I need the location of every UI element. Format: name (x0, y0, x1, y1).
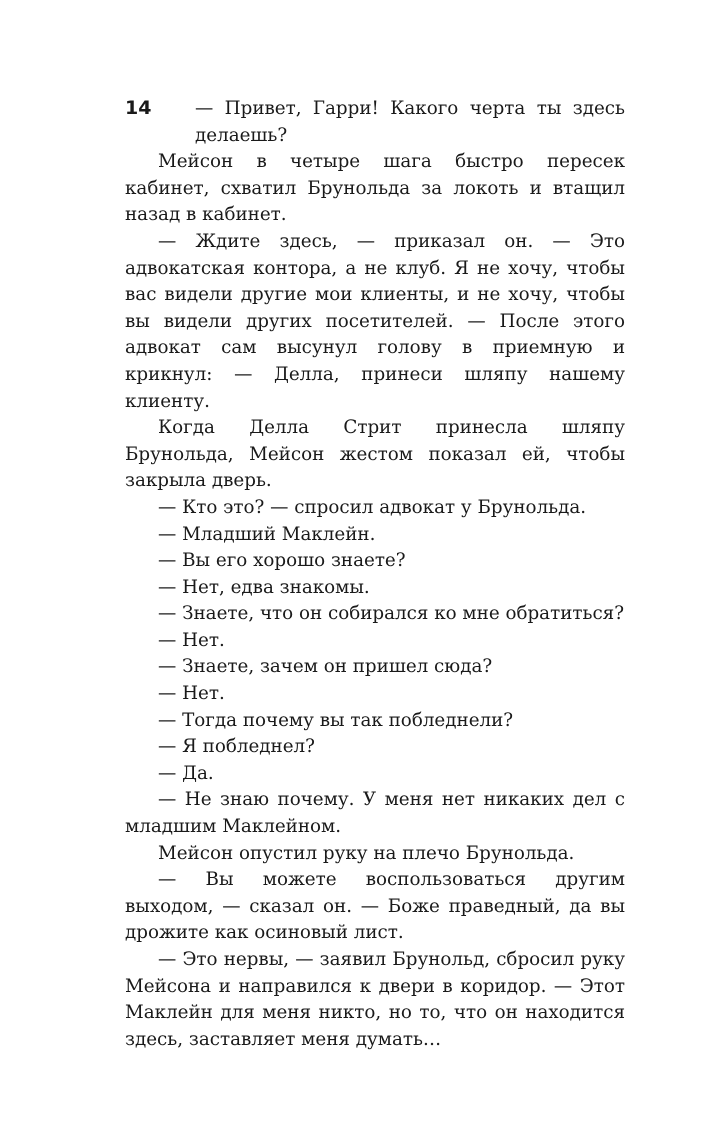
paragraph-7: — Вы его хорошо знаете? (158, 550, 406, 572)
paragraph-1: — Привет, Гарри! Какого черта ты здесь делаешь? (195, 98, 625, 146)
paragraph-3: — Ждите здесь, — приказал он. — Это адвокатская контора, а не клуб. Я не хочу, чтобы вас видели другие мои клиенты, и не хочу, чтобы вы видели других посетителей. — После этого адвокат сам высунул голову в приемную и крикнул: — Делла, принеси шляпу нашему клиенту. (125, 230, 625, 412)
paragraph-12: — Нет. (158, 683, 225, 705)
paragraph-2: Мейсон в четыре шага быстро пересек кабинет, схватил Брунольда за локоть и втащил назад в кабинет. (125, 151, 625, 226)
paragraph-10: — Нет. (158, 629, 225, 651)
paragraph-15: — Да. (158, 762, 214, 784)
paragraph-4: Когда Делла Стрит принесла шляпу Брунольда, Мейсон жестом показал ей, чтобы закрыла дверь. (125, 417, 625, 492)
page-number: 14 (125, 97, 152, 119)
paragraph-11: — Знаете, зачем он пришел сюда? (158, 656, 493, 678)
paragraph-6: — Младший Маклейн. (158, 523, 376, 545)
paragraph-16: — Не знаю почему. У меня нет никаких дел с младшим Маклейном. (125, 789, 625, 838)
paragraph-9: — Знаете, что он собирался ко мне обратиться? (158, 603, 625, 625)
paragraph-18: — Вы можете воспользоваться другим выходом, — сказал он. — Боже праведный, да вы дрожите как осиновый лист. (125, 869, 625, 944)
page-text (125, 96, 625, 1053)
paragraph-17: Мейсон опустил руку на плечо Брунольда. (158, 842, 575, 864)
paragraph-14: — Я побледнел? (158, 736, 315, 758)
paragraph-13: — Тогда почему вы так побледнели? (158, 709, 514, 731)
paragraph-5: — Кто это? — спросил адвокат у Брунольда. (158, 496, 587, 518)
paragraph-19: — Это нервы, — заявил Брунольд, сбросил руку Мейсона и направился к двери в коридор. — Этот Маклейн для меня никто, но то, что он находится здесь, заставляет меня думать… (125, 949, 625, 1050)
paragraph-8: — Нет, едва знакомы. (158, 576, 370, 598)
